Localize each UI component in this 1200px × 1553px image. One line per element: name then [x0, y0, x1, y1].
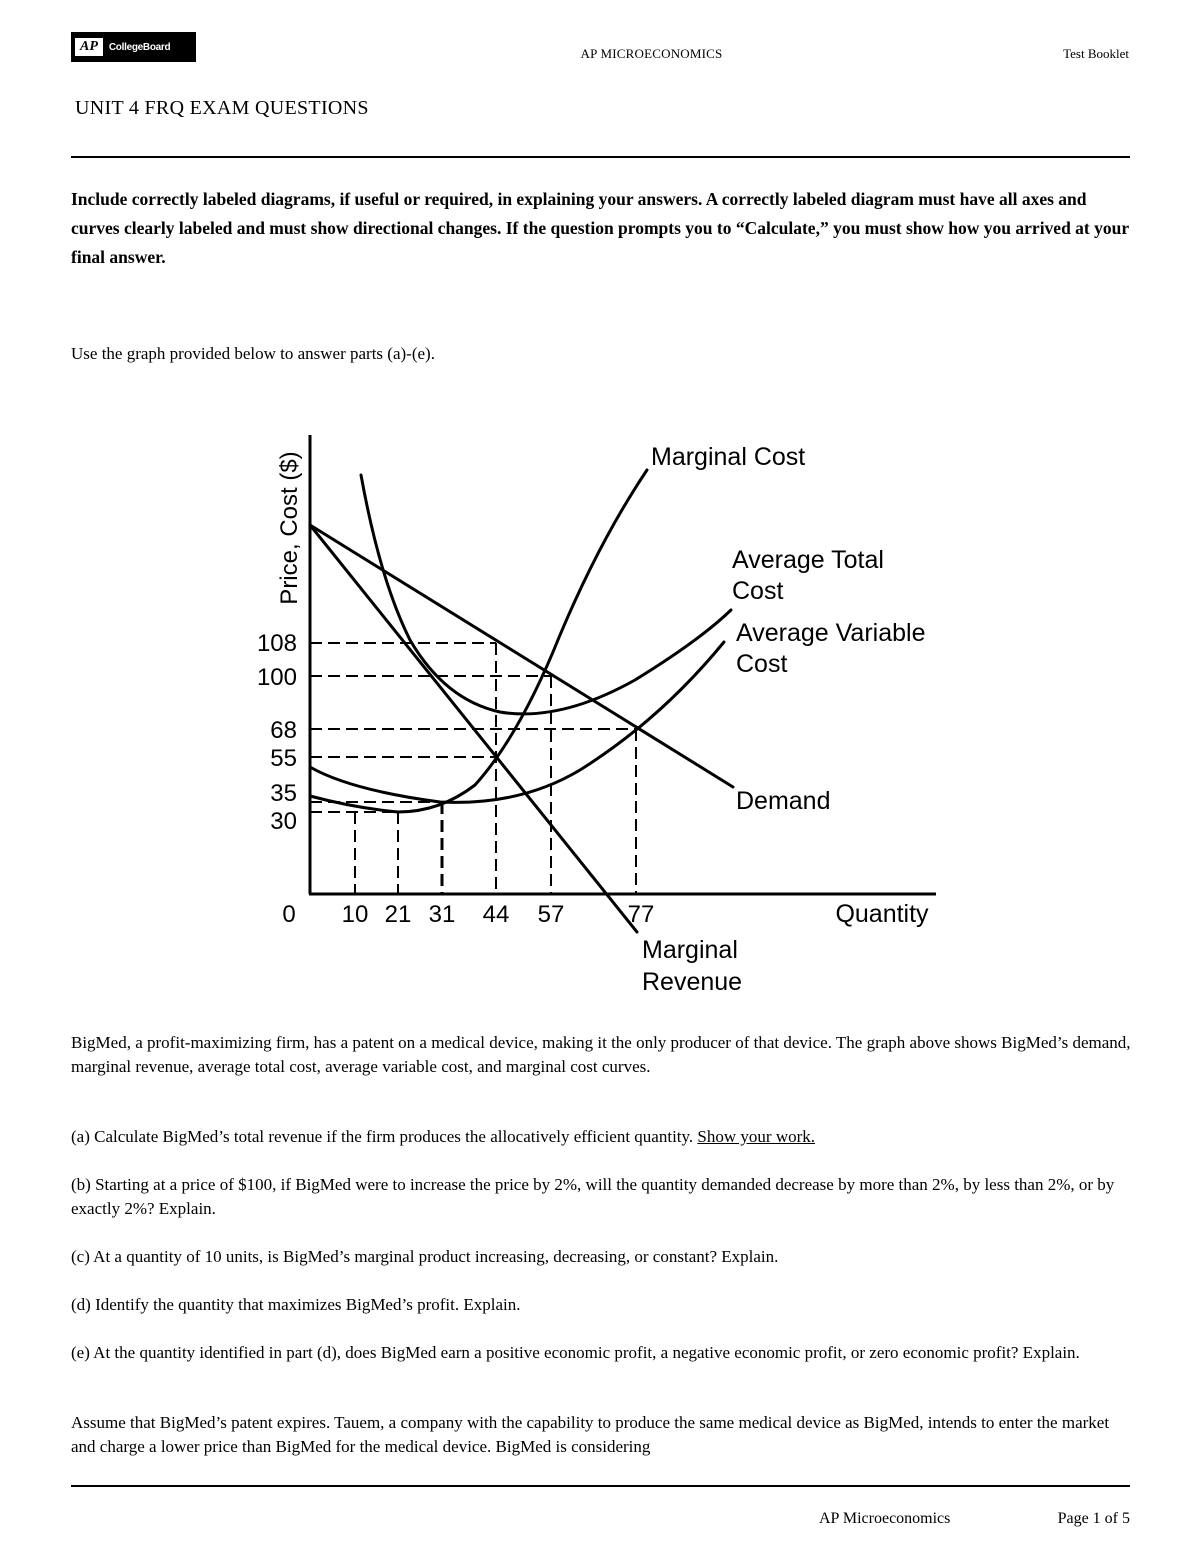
header-booklet: Test Booklet — [1063, 46, 1129, 61]
header-subject: AP MICROECONOMICS — [580, 46, 723, 61]
label-mr-line1: Marginal — [642, 936, 738, 964]
question-c: (c) At a quantity of 10 units, is BigMed’s marginal product increasing, decreasing, or constant? Explain. — [71, 1247, 779, 1266]
label-avc-line2: Cost — [736, 650, 788, 678]
title-divider — [71, 156, 1130, 158]
question-d: (d) Identify the quantity that maximizes BigMed’s profit. Explain. — [71, 1295, 521, 1314]
x-tick-57: 57 — [537, 901, 565, 928]
y-tick-35: 35 — [270, 780, 297, 807]
question-a-show-work: Show your work. — [697, 1127, 816, 1146]
footer-page-number: Page 1 of 5 — [1057, 1510, 1130, 1527]
demand-curve — [310, 525, 733, 787]
collegeboard-logo-text: CollegeBoard — [108, 41, 171, 53]
y-tick-55: 55 — [270, 745, 297, 772]
x-tick-10: 10 — [341, 901, 369, 928]
y-axis-label: Price, Cost ($) — [276, 451, 303, 605]
footer-divider — [71, 1485, 1130, 1487]
paragraph-patent: Assume that BigMed’s patent expires. Tauem, a company with the capability to produce the same medical device as BigMed, intends to enter the market and charge a lower price than BigMed for the medical device. BigMed is considering — [71, 1413, 1110, 1456]
average-variable-cost-curve — [310, 642, 724, 802]
question-a — [71, 1125, 1131, 1149]
question-a-text: (a) Calculate BigMed’s total revenue if the firm produces the allocatively efficient quantity. — [71, 1127, 698, 1146]
x-tick-21: 21 — [384, 901, 412, 928]
label-marginal-cost: Marginal Cost — [651, 443, 806, 471]
vertical-guides — [355, 643, 636, 893]
label-atc-line2: Cost — [732, 577, 784, 605]
x-tick-44: 44 — [482, 901, 510, 928]
question-e: (e) At the quantity identified in part (d), does BigMed earn a positive economic profit, a negative economic profit, or zero economic profit? Explain. — [71, 1343, 1080, 1362]
question-b: (b) Starting at a price of $100, if BigMed were to increase the price by 2%, will the quantity demanded decrease by more than 2%, by less than 2%, or by exactly 2%? Explain. — [71, 1175, 1115, 1218]
y-tick-108: 108 — [256, 630, 297, 657]
paragraph-intro: BigMed, a profit-maximizing firm, has a patent on a medical device, making it the only producer of that device. The graph above shows BigMed’s demand, marginal revenue, average total cost, average variable cost, and marginal cost curves. — [71, 1033, 1131, 1076]
page-title: UNIT 4 FRQ EXAM QUESTIONS — [75, 97, 369, 119]
cost-revenue-chart — [240, 420, 960, 1010]
instructions: Include correctly labeled diagrams, if useful or required, in explaining your answers. A correctly labeled diagram must have all axes and curves clearly labeled and must show directional changes. If the question prompts you to “Calculate,” you must show how you arrived at your final answer. — [71, 189, 1129, 267]
label-avc-line1: Average Variable — [736, 619, 926, 647]
y-tick-100: 100 — [256, 664, 297, 691]
label-mr-line2: Revenue — [642, 968, 743, 996]
footer-subject: AP Microeconomics — [819, 1510, 951, 1527]
x-axis-label: Quantity — [835, 900, 929, 928]
y-tick-30: 30 — [270, 808, 297, 835]
x-tick-31: 31 — [428, 901, 456, 928]
label-atc-line1: Average Total — [732, 546, 884, 574]
x-origin-label: 0 — [282, 901, 296, 928]
label-demand: Demand — [736, 787, 831, 815]
graph-prompt: Use the graph provided below to answer parts (a)-(e). — [71, 344, 435, 363]
average-total-cost-curve — [361, 475, 731, 714]
x-tick-77: 77 — [627, 901, 655, 928]
y-tick-68: 68 — [270, 717, 297, 744]
ap-logo-mark: AP — [75, 38, 103, 56]
